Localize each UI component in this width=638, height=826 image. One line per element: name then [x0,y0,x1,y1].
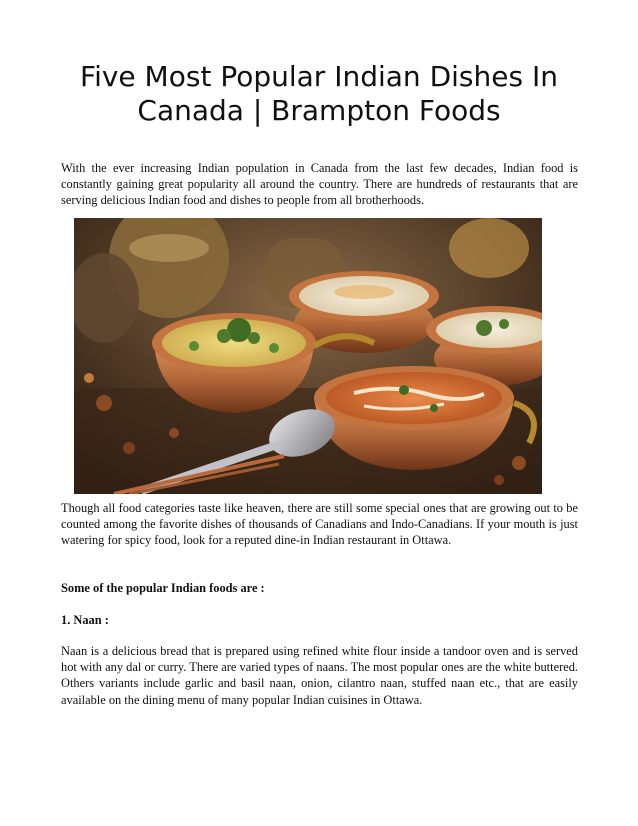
subheading: Some of the popular Indian foods are : [61,581,265,595]
intro-paragraph: With the ever increasing Indian population in Canada from the last few decades, Indian food is constantly gaining great popularity all around the country. There are hundreds of restaurants that are serving delicious Indian food and dishes to people from all brotherhoods. [61,161,578,208]
food-photo-icon [74,218,542,494]
food-photo [74,218,542,494]
naan-paragraph: Naan is a delicious bread that is prepared using refined white flour inside a tandoor oven and is served hot with any dal or curry. There are varied types of naans. The most popular ones are the white buttered. Others variants include garlic and basil naan, onion, cilantro naan, stuffed naan etc., that are easily available on the dining menu of many popular Indian cuisines in Ottawa. [61,644,578,707]
page-title: Five Most Popular Indian Dishes In Canada | Brampton Foods [80,60,558,127]
item-heading-naan: 1. Naan : [61,613,109,627]
body-paragraph: Though all food categories taste like heaven, there are still some special ones that are growing out to be counted among the favorite dishes of thousands of Canadians and Indo-Canadians. If your mouth is just watering for spicy food, look for a reputed dine-in Indian restaurant in Ottawa. [61,501,578,548]
